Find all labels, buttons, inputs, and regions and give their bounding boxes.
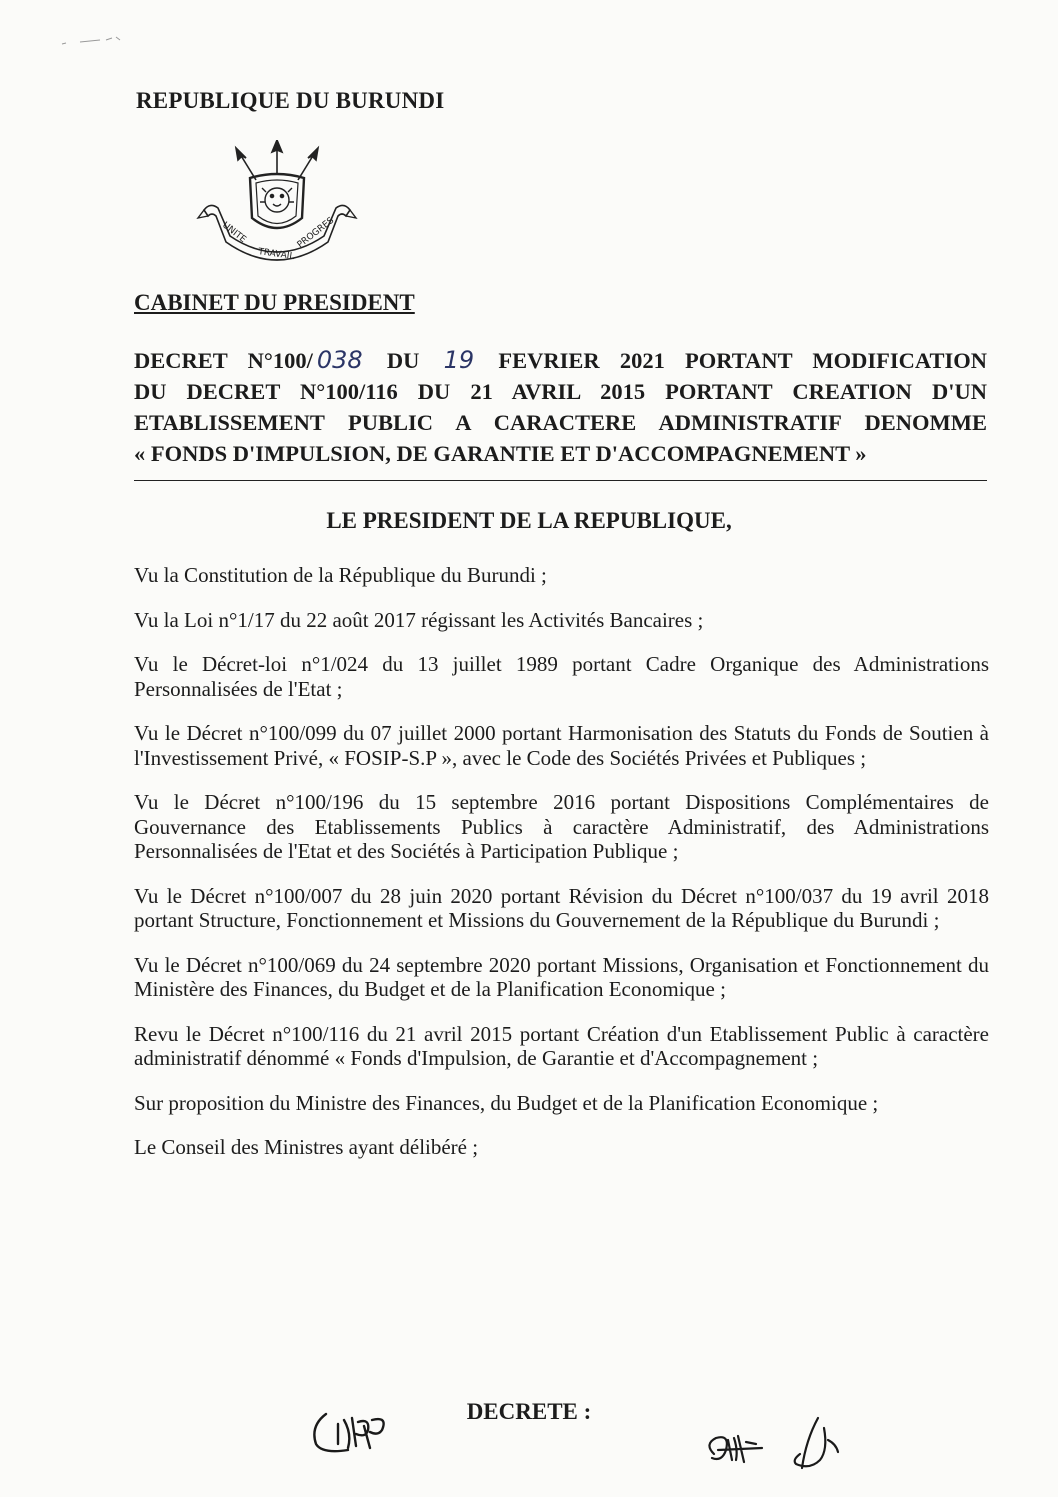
decrete-heading: DECRETE : bbox=[466, 1399, 592, 1424]
decree-title-line-1 bbox=[134, 345, 987, 376]
handwritten-decree-day: 19 bbox=[443, 346, 475, 374]
coat-of-arms-icon bbox=[196, 140, 358, 268]
visa-paragraph: Vu le Décret n°100/099 du 07 juillet 2000 portant Harmonisation des Statuts du Fonds de Soutien à l'Investissement Privé, « FOSIP-S.P », avec le Code des Sociétés Privées et Publiques ; bbox=[134, 721, 989, 770]
decree-title bbox=[134, 345, 987, 469]
visa-paragraph: Vu le Décret n°100/069 du 24 septembre 2020 portant Missions, Organisation et Fonctionnement du Ministère des Finances, du Budget et de la Planification Economique ; bbox=[134, 952, 989, 1001]
visas-list bbox=[134, 563, 989, 1180]
decree-title-line-2: DU DECRET N°100/116 DU 21 AVRIL 2015 PORTANT CREATION D'UN bbox=[134, 379, 987, 404]
visa-paragraph: Le Conseil des Ministres ayant délibéré ; bbox=[134, 1135, 479, 1159]
decree-title-line-3: ETABLISSEMENT PUBLIC A CARACTERE ADMINISTRATIF DENOMME bbox=[134, 410, 987, 435]
decree-title-line-4: « FONDS D'IMPULSION, DE GARANTIE ET D'ACCOMPAGNEMENT » bbox=[134, 441, 867, 466]
scan-speck-mark bbox=[60, 34, 130, 48]
visa-paragraph: Vu le Décret-loi n°1/024 du 13 juillet 1989 portant Cadre Organique des Administrations Personnalisées de l'Etat ; bbox=[134, 652, 989, 701]
motto-left-text: UNITE bbox=[220, 220, 248, 246]
visa-paragraph: Vu la Constitution de la République du Burundi ; bbox=[134, 563, 547, 587]
visa-paragraph: Vu le Décret n°100/196 du 15 septembre 2016 portant Dispositions Complémentaires de Gouvernance des Etablissements Publics à caractère Administratif, des Administrations Personnalisées de l'Etat et des Sociétés à Participation Publique ; bbox=[134, 790, 989, 863]
authority-heading: LE PRESIDENT DE LA REPUBLIQUE, bbox=[326, 508, 732, 533]
decree-date-suffix: FEVRIER 2021 PORTANT MODIFICATION bbox=[478, 348, 987, 373]
office-heading: CABINET DU PRESIDENT bbox=[134, 290, 415, 315]
handwritten-decree-number: 038 bbox=[316, 346, 363, 374]
visa-paragraph: Revu le Décret n°100/116 du 21 avril 2015 portant Création d'un Etablissement Public à caractère administratif dénommé « Fonds d'Impulsion, de Garantie et d'Accompagnement ; bbox=[134, 1021, 989, 1070]
motto-middle-text: TRAVAIL bbox=[257, 247, 295, 263]
country-heading: REPUBLIQUE DU BURUNDI bbox=[136, 88, 445, 113]
motto-right-text: PROGRES bbox=[295, 215, 337, 251]
visa-paragraph: Vu la Loi n°1/17 du 22 août 2017 régissant les Activités Bancaires ; bbox=[134, 607, 704, 632]
title-underline-divider bbox=[134, 480, 987, 481]
visa-paragraph: Vu le Décret n°100/007 du 28 juin 2020 portant Révision du Décret n°100/037 du 19 avril 2018 portant Structure, Fonctionnement et Missions du Gouvernement de la République du Burundi ; bbox=[134, 883, 989, 932]
visa-paragraph: Sur proposition du Ministre des Finances, du Budget et de la Planification Economique ; bbox=[134, 1090, 879, 1115]
decree-number-prefix: DECRET N°100/ bbox=[134, 348, 313, 373]
handwritten-signature-icon bbox=[700, 1410, 850, 1480]
decree-date-connector: DU bbox=[366, 348, 440, 373]
